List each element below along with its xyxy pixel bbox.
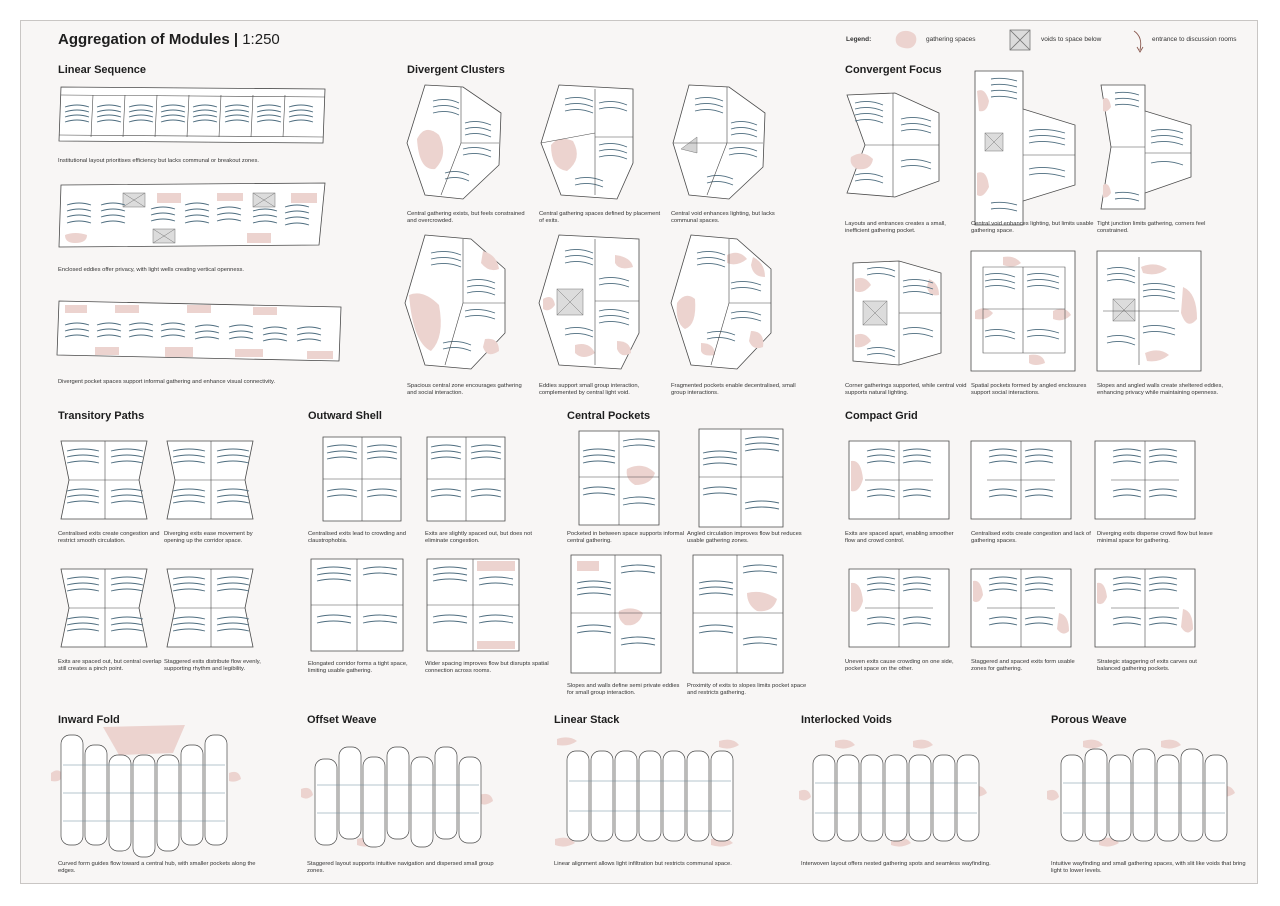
pod-cluster <box>813 755 979 841</box>
section-title-interlocked-voids: Interlocked Voids <box>801 714 892 726</box>
section-title-linear-sequence: Linear Sequence <box>58 64 147 76</box>
caption-outward-shell-4: Wider spacing improves flow but disrupts spatial connection across rooms. <box>425 661 549 675</box>
section-title-porous-weave: Porous Weave <box>1051 714 1127 726</box>
poster-sheet <box>20 20 1258 884</box>
caption-compact-grid-4: Uneven exits cause crowding on one side, pocket space on the other. <box>845 659 954 673</box>
caption-linear-sequence-3: Divergent pocket spaces support informal gathering and enhance visual connectivity. <box>58 379 276 385</box>
caption-central-pockets-2: Angled circulation improves flow but reduces usable gathering zones. <box>687 531 802 545</box>
compact-grid-diagram-1 <box>847 439 951 521</box>
caption-convergent-focus-6: Slopes and angled walls create sheltered eddies, enhancing privacy while maintaining openness. <box>1097 383 1224 397</box>
caption-convergent-focus-4: Corner gatherings supported, while central void supports natural lighting. <box>845 383 967 397</box>
linear-sequence-diagram-1 <box>57 85 329 147</box>
compact-grid-diagram-5 <box>969 567 1073 649</box>
poster-title: Aggregation of Modules | 1:250 <box>58 31 280 48</box>
caption-convergent-focus-5: Spatial pockets formed by angled enclosures support social interactions. <box>971 383 1087 397</box>
compact-grid-diagram-6 <box>1093 567 1197 649</box>
section-title-divergent-clusters: Divergent Clusters <box>407 64 505 76</box>
section-title-convergent-focus: Convergent Focus <box>845 64 942 76</box>
caption-compact-grid-2: Centralised exits create congestion and lack of gathering spaces. <box>971 531 1091 545</box>
caption-divergent-clusters-5: Eddies support small group interaction, complemented by central light void. <box>539 383 640 397</box>
section-title-compact-grid: Compact Grid <box>845 410 918 422</box>
caption-outward-shell-3: Elongated corridor forms a tight space, limiting usable gathering. <box>308 661 408 675</box>
divergent-clusters-diagram-4 <box>401 233 509 373</box>
convergent-focus-diagram-6 <box>1095 249 1203 373</box>
divergent-clusters-diagram-6 <box>667 233 775 373</box>
linear-sequence-diagram-2 <box>57 181 329 249</box>
outward-shell-diagram-2 <box>425 435 507 523</box>
void-cross-icon <box>1009 29 1031 51</box>
divergent-clusters-diagram-1 <box>405 83 505 203</box>
caption-compact-grid-1: Exits are spaced apart, enabling smoother flow and crowd control. <box>845 531 954 545</box>
caption-compact-grid-3: Diverging exits disperse crowd flow but leave minimal space for gathering. <box>1097 531 1213 545</box>
outward-shell-diagram-4 <box>425 557 521 653</box>
section-title-inward-fold: Inward Fold <box>58 714 120 726</box>
interlocked-voids-diagram <box>795 735 995 855</box>
legend-label: Legend: <box>846 36 872 43</box>
transitory-paths-diagram-3 <box>59 567 151 649</box>
outward-shell-diagram-1 <box>321 435 403 523</box>
section-title-central-pockets: Central Pockets <box>567 410 651 422</box>
inward-fold-diagram <box>49 725 249 859</box>
central-pockets-diagram-2 <box>697 427 785 529</box>
outward-shell-diagram-3 <box>309 557 405 653</box>
convergent-focus-diagram-3 <box>1095 81 1195 211</box>
legend-item-entrance: entrance to discussion rooms <box>1152 36 1237 43</box>
caption-divergent-clusters-1: Central gathering exists, but feels constrained and overcrowded. <box>407 211 525 225</box>
compact-grid-diagram-4 <box>847 567 951 649</box>
caption-convergent-focus-3: Tight junction limits gathering, corners feel constrained. <box>1097 221 1206 235</box>
convergent-focus-diagram-4 <box>843 257 947 369</box>
caption-linear-stack: Linear alignment allows light infiltration but restricts communal space. <box>554 861 732 867</box>
central-pockets-diagram-1 <box>577 429 661 527</box>
section-title-transitory-paths: Transitory Paths <box>58 410 145 422</box>
pod-cluster <box>567 751 733 841</box>
caption-compact-grid-6: Strategic staggering of exits carves out balanced gathering pockets. <box>1097 659 1197 673</box>
legend-item-gathering: gathering spaces <box>926 36 976 43</box>
offset-weave-diagram <box>299 735 499 855</box>
central-pockets-diagram-4 <box>691 553 785 675</box>
caption-convergent-focus-1: Layouts and entrances creates a small, inefficient gathering pocket. <box>845 221 946 235</box>
caption-linear-sequence-1: Institutional layout prioritises efficiency but lacks communal or breakout zones. <box>58 158 259 164</box>
title-main: Aggregation of Modules <box>58 31 230 48</box>
caption-divergent-clusters-4: Spacious central zone encourages gathering and social interaction. <box>407 383 522 397</box>
compact-grid-diagram-2 <box>969 439 1073 521</box>
linear-stack-diagram <box>549 735 749 855</box>
caption-transitory-paths-3: Exits are spaced out, but central overlap still creates a pinch point. <box>58 659 162 673</box>
caption-outward-shell-1: Centralised exits lead to crowding and claustrophobia. <box>308 531 406 545</box>
transitory-paths-diagram-4 <box>165 567 257 649</box>
caption-central-pockets-3: Slopes and walls define semi private eddies for small group interaction. <box>567 683 680 697</box>
divergent-clusters-diagram-3 <box>669 83 769 203</box>
section-title-outward-shell: Outward Shell <box>308 410 382 422</box>
convergent-focus-diagram-5 <box>969 249 1077 373</box>
transitory-paths-diagram-1 <box>59 439 151 521</box>
linear-sequence-diagram-3 <box>55 297 345 367</box>
section-title-linear-stack: Linear Stack <box>554 714 620 726</box>
pink-blob-icon <box>893 29 919 51</box>
caption-convergent-focus-2: Central void enhances lighting, but limits usable gathering space. <box>971 221 1094 235</box>
caption-inward-fold: Curved form guides flow toward a central hub, with smaller pockets along the edges. <box>58 861 256 875</box>
convergent-focus-diagram-1 <box>843 89 943 201</box>
porous-weave-diagram <box>1043 735 1243 855</box>
convergent-focus-diagram-2 <box>969 69 1079 229</box>
section-title-offset-weave: Offset Weave <box>307 714 377 726</box>
caption-central-pockets-4: Proximity of exits to slopes limits pocket space and restricts gathering. <box>687 683 807 697</box>
caption-divergent-clusters-3: Central void enhances lighting, but lacks communal spaces. <box>671 211 775 225</box>
caption-transitory-paths-4: Staggered exits distribute flow evenly, supporting rhythm and legibility. <box>164 659 261 673</box>
legend-item-voids: voids to space below <box>1041 36 1102 43</box>
caption-divergent-clusters-2: Central gathering spaces defined by placement of exits. <box>539 211 661 225</box>
title-scale: 1:250 <box>242 31 280 48</box>
caption-transitory-paths-2: Diverging exits ease movement by opening up the corridor space. <box>164 531 253 545</box>
caption-transitory-paths-1: Centralised exits create congestion and restrict smooth circulation. <box>58 531 160 545</box>
entrance-arrow-icon <box>1131 29 1147 55</box>
caption-porous-weave: Intuitive wayfinding and small gathering spaces, with slit like voids that bring light to lower levels. <box>1051 861 1246 875</box>
legend <box>841 29 1241 55</box>
compact-grid-diagram-3 <box>1093 439 1197 521</box>
pod-cluster <box>315 747 481 847</box>
pod-cluster <box>1061 749 1227 841</box>
caption-linear-sequence-2: Enclosed eddies offer privacy, with light wells creating vertical openness. <box>58 267 245 273</box>
central-pockets-diagram-3 <box>569 553 663 675</box>
caption-offset-weave: Staggered layout supports intuitive navigation and dispersed small group zones. <box>307 861 494 875</box>
caption-outward-shell-2: Exits are slightly spaced out, but does not eliminate congestion. <box>425 531 532 545</box>
caption-central-pockets-1: Pocketed in between space supports informal central gathering. <box>567 531 684 545</box>
divergent-clusters-diagram-2 <box>537 83 637 203</box>
transitory-paths-diagram-2 <box>165 439 257 521</box>
divergent-clusters-diagram-5 <box>535 233 643 373</box>
caption-interlocked-voids: Interwoven layout offers nested gathering spots and seamless wayfinding. <box>801 861 991 867</box>
caption-divergent-clusters-6: Fragmented pockets enable decentralised, small group interactions. <box>671 383 796 397</box>
caption-compact-grid-5: Staggered and spaced exits form usable zones for gathering. <box>971 659 1075 673</box>
